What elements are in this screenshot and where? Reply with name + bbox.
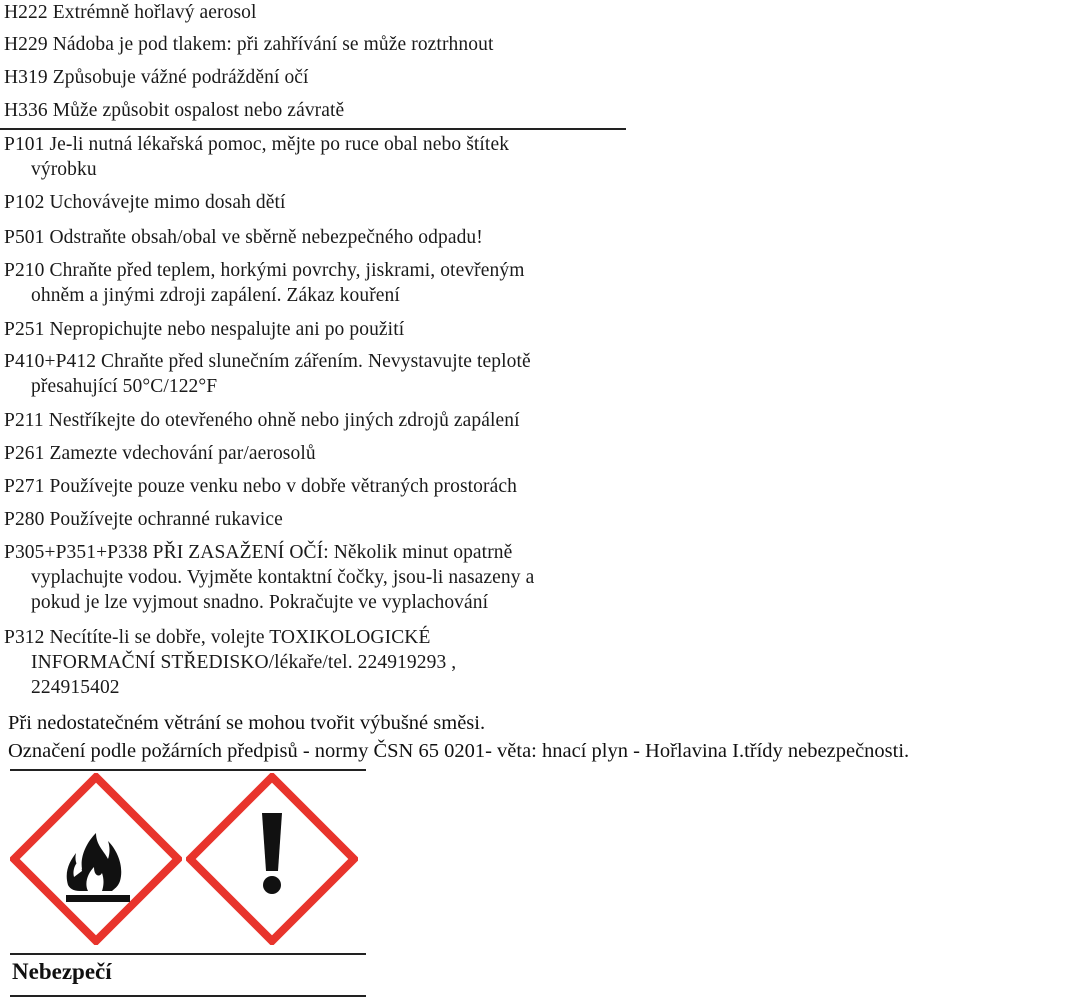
hazard-statement: H222 Extrémně hořlavý aerosol	[4, 2, 257, 23]
precautionary-statement	[4, 317, 644, 342]
fire-regulation-note: Označení podle požárních předpisů - normy ČSN 65 0201- věta: hnací plyn - Hořlavina I.třídy nebezpečnosti.	[8, 740, 910, 762]
signal-word-bottom-divider	[10, 995, 366, 997]
precautionary-statement	[4, 540, 644, 615]
statement-text: P101 Je-li nutná lékařská pomoc, mějte po ruce obal nebo štítek	[4, 134, 510, 155]
statement-continuation: INFORMAČNÍ STŘEDISKO/lékaře/tel. 224919293 ,	[31, 652, 457, 673]
hazard-statement: H319 Způsobuje vážné podráždění očí	[4, 67, 309, 88]
precautionary-statement	[4, 625, 644, 700]
statement-continuation: pokud je lze vyjmout snadno. Pokračujte ve vyplachování	[31, 592, 489, 613]
flammable-pictogram	[10, 773, 182, 945]
pictogram-top-divider	[10, 769, 366, 771]
statement-continuation: ohněm a jinými zdroji zapálení. Zákaz kouření	[31, 285, 400, 306]
precautionary-statement	[4, 474, 644, 499]
statement-text: P410+P412 Chraňte před slunečním zářením. Nevystavujte teplotě	[4, 351, 531, 372]
statement-continuation: přesahující 50°C/122°F	[31, 376, 218, 397]
statement-text: P261 Zamezte vdechování par/aerosolů	[4, 443, 316, 464]
hazard-statement: H229 Nádoba je pod tlakem: při zahřívání se může roztrhnout	[4, 34, 494, 55]
hazard-statement: H336 Může způsobit ospalost nebo závratě	[4, 100, 345, 121]
precautionary-statement	[4, 258, 644, 308]
statement-continuation: výrobku	[31, 159, 97, 180]
exclamation-pictogram	[186, 773, 358, 945]
precautionary-statement	[4, 507, 644, 532]
signal-word-top-divider	[10, 953, 366, 955]
precautionary-statement	[4, 349, 644, 399]
statement-text: P102 Uchovávejte mimo dosah dětí	[4, 192, 286, 213]
precautionary-statement	[4, 441, 644, 466]
ventilation-note: Při nedostatečném větrání se mohou tvořit výbušné směsi.	[8, 712, 486, 734]
statement-text: P271 Používejte pouze venku nebo v dobře větraných prostorách	[4, 476, 517, 497]
precautionary-statement	[4, 190, 644, 215]
statement-text: P211 Nestříkejte do otevřeného ohně nebo jiných zdrojů zapálení	[4, 410, 520, 431]
exclamation-mark-icon	[262, 813, 282, 894]
signal-word: Nebezpečí	[12, 959, 112, 984]
section-divider	[0, 128, 626, 130]
statement-text: P501 Odstraňte obsah/obal ve sběrně nebezpečného odpadu!	[4, 227, 483, 248]
statement-text: P280 Používejte ochranné rukavice	[4, 509, 283, 530]
statement-continuation: vyplachujte vodou. Vyjměte kontaktní čočky, jsou-li nasazeny a	[31, 567, 535, 588]
statement-text: P210 Chraňte před teplem, horkými povrchy, jiskrami, otevřeným	[4, 260, 525, 281]
statement-text: P305+P351+P338 PŘI ZASAŽENÍ OČÍ: Několik minut opatrně	[4, 542, 513, 563]
precautionary-statement	[4, 225, 644, 250]
precautionary-statement	[4, 408, 644, 433]
statement-text: P251 Nepropichujte nebo nespalujte ani po použití	[4, 319, 405, 340]
statement-text: P312 Necítíte-li se dobře, volejte TOXIKOLOGICKÉ	[4, 627, 431, 648]
precautionary-statement	[4, 132, 644, 182]
statement-continuation: 224915402	[31, 677, 120, 698]
